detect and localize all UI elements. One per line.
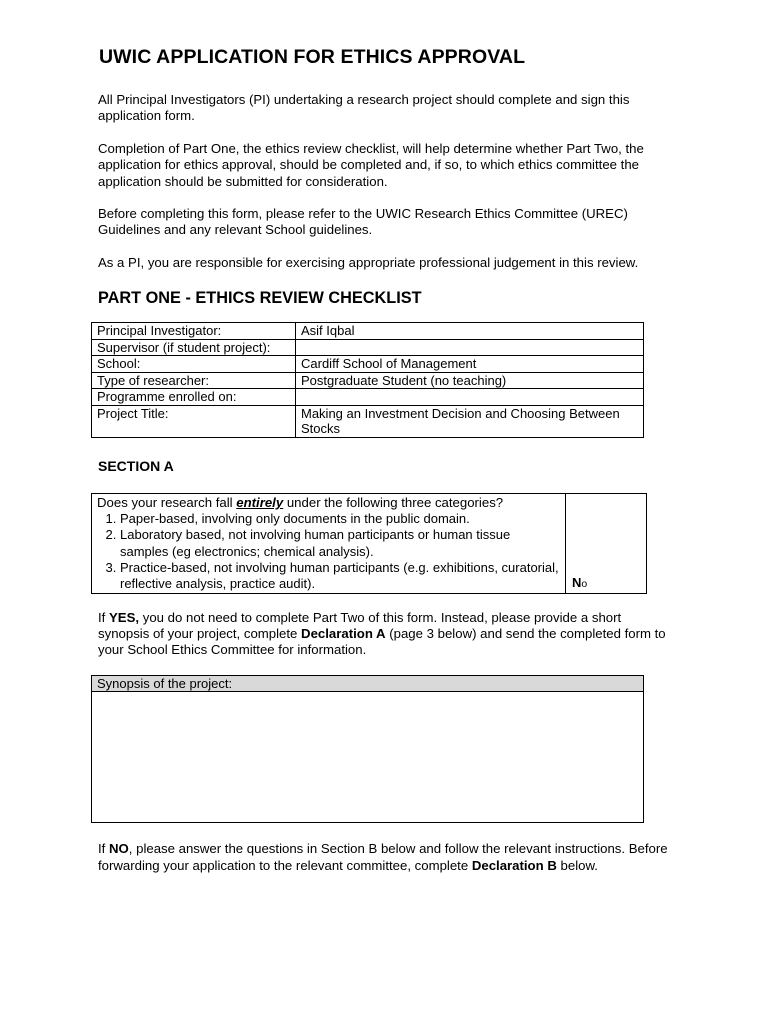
table-row <box>92 372 644 389</box>
text-span: If <box>98 841 109 857</box>
info-label: School: <box>92 356 296 373</box>
info-value[interactable] <box>296 389 644 406</box>
list-item: 3. Practice-based, not involving human participants (e.g. exhibitions, curatorial, reflective analysis, practice audit). <box>120 560 560 593</box>
info-label: Type of researcher: <box>92 372 296 389</box>
text-span: , please answer the questions in Section B below and follow the relevant instructions. Before forwarding your application to the relevant committee, complete <box>98 841 668 873</box>
if-yes-instructions <box>98 610 668 659</box>
list-item: 2. Laboratory based, not involving human participants or human tissue samples (eg electronics; chemical analysis). <box>120 527 560 560</box>
table-row <box>92 339 644 356</box>
page-title: UWIC APPLICATION FOR ETHICS APPROVAL <box>99 46 526 68</box>
info-value[interactable] <box>296 339 644 356</box>
text-span: (page 3 below) and send the completed form to your School Ethics Committee for information. <box>98 626 666 658</box>
intro-paragraph-4: As a PI, you are responsible for exercising appropriate professional judgement in this review. <box>98 254 639 270</box>
info-value[interactable]: Asif Iqbal <box>296 323 644 340</box>
synopsis-table <box>91 675 644 824</box>
question-emphasis: entirely <box>236 494 284 510</box>
info-value[interactable]: Making an Investment Decision and Choosing Between Stocks <box>296 405 644 437</box>
bold-span: Declaration B <box>471 857 557 873</box>
text-span: below. <box>556 857 598 873</box>
answer-cap: N <box>572 575 582 591</box>
bold-span: NO <box>109 841 129 857</box>
question-text: under the following three categories? <box>283 494 504 510</box>
category-list <box>97 511 560 592</box>
table-row <box>92 356 644 373</box>
section-a-answer <box>572 575 587 590</box>
section-a-question <box>97 495 560 511</box>
table-row <box>92 323 644 340</box>
table-row <box>92 493 647 593</box>
table-row <box>92 389 644 406</box>
question-text: Does your research fall <box>97 494 237 510</box>
synopsis-field[interactable] <box>92 692 644 823</box>
bold-span: Declaration A <box>301 626 386 642</box>
table-row <box>92 675 644 692</box>
answer-rest: o <box>581 578 588 591</box>
intro-paragraph-1: All Principal Investigators (PI) undertaking a research project should complete and sign this application form. <box>98 92 630 124</box>
section-a-question-cell <box>92 493 566 593</box>
project-info-table <box>91 322 644 438</box>
intro-paragraph-2: Completion of Part One, the ethics review checklist, will help determine whether Part Two, the application for ethics approval, should be completed and, if so, to which ethics committee the application should be submitted for consideration. <box>98 140 644 189</box>
text-span: If <box>98 609 109 625</box>
section-a-heading: SECTION A <box>98 457 174 474</box>
text-span: you do not need to complete Part Two of this form. Instead, please provide a short synopsis of your project, complete <box>98 609 622 642</box>
section-a-table <box>91 493 647 594</box>
bold-span: YES, <box>109 609 140 625</box>
info-label: Project Title: <box>92 405 296 437</box>
list-item: 1. Paper-based, involving only documents in the public domain. <box>120 511 560 527</box>
info-value[interactable]: Cardiff School of Management <box>296 356 644 373</box>
document-page <box>98 44 668 874</box>
section-a-answer-cell[interactable] <box>566 493 647 593</box>
table-row <box>92 692 644 823</box>
intro-section <box>98 92 668 271</box>
info-label: Supervisor (if student project): <box>92 339 296 356</box>
info-label: Principal Investigator: <box>92 323 296 340</box>
info-label: Programme enrolled on: <box>92 389 296 406</box>
synopsis-header: Synopsis of the project: <box>92 675 644 692</box>
table-row <box>92 405 644 437</box>
if-no-instructions <box>98 841 668 874</box>
part-one-heading: PART ONE - ETHICS REVIEW CHECKLIST <box>98 289 422 308</box>
intro-paragraph-3: Before completing this form, please refer to the UWIC Research Ethics Committee (UREC) Guidelines and any relevant School guidelines. <box>98 206 628 238</box>
info-value[interactable]: Postgraduate Student (no teaching) <box>296 372 644 389</box>
